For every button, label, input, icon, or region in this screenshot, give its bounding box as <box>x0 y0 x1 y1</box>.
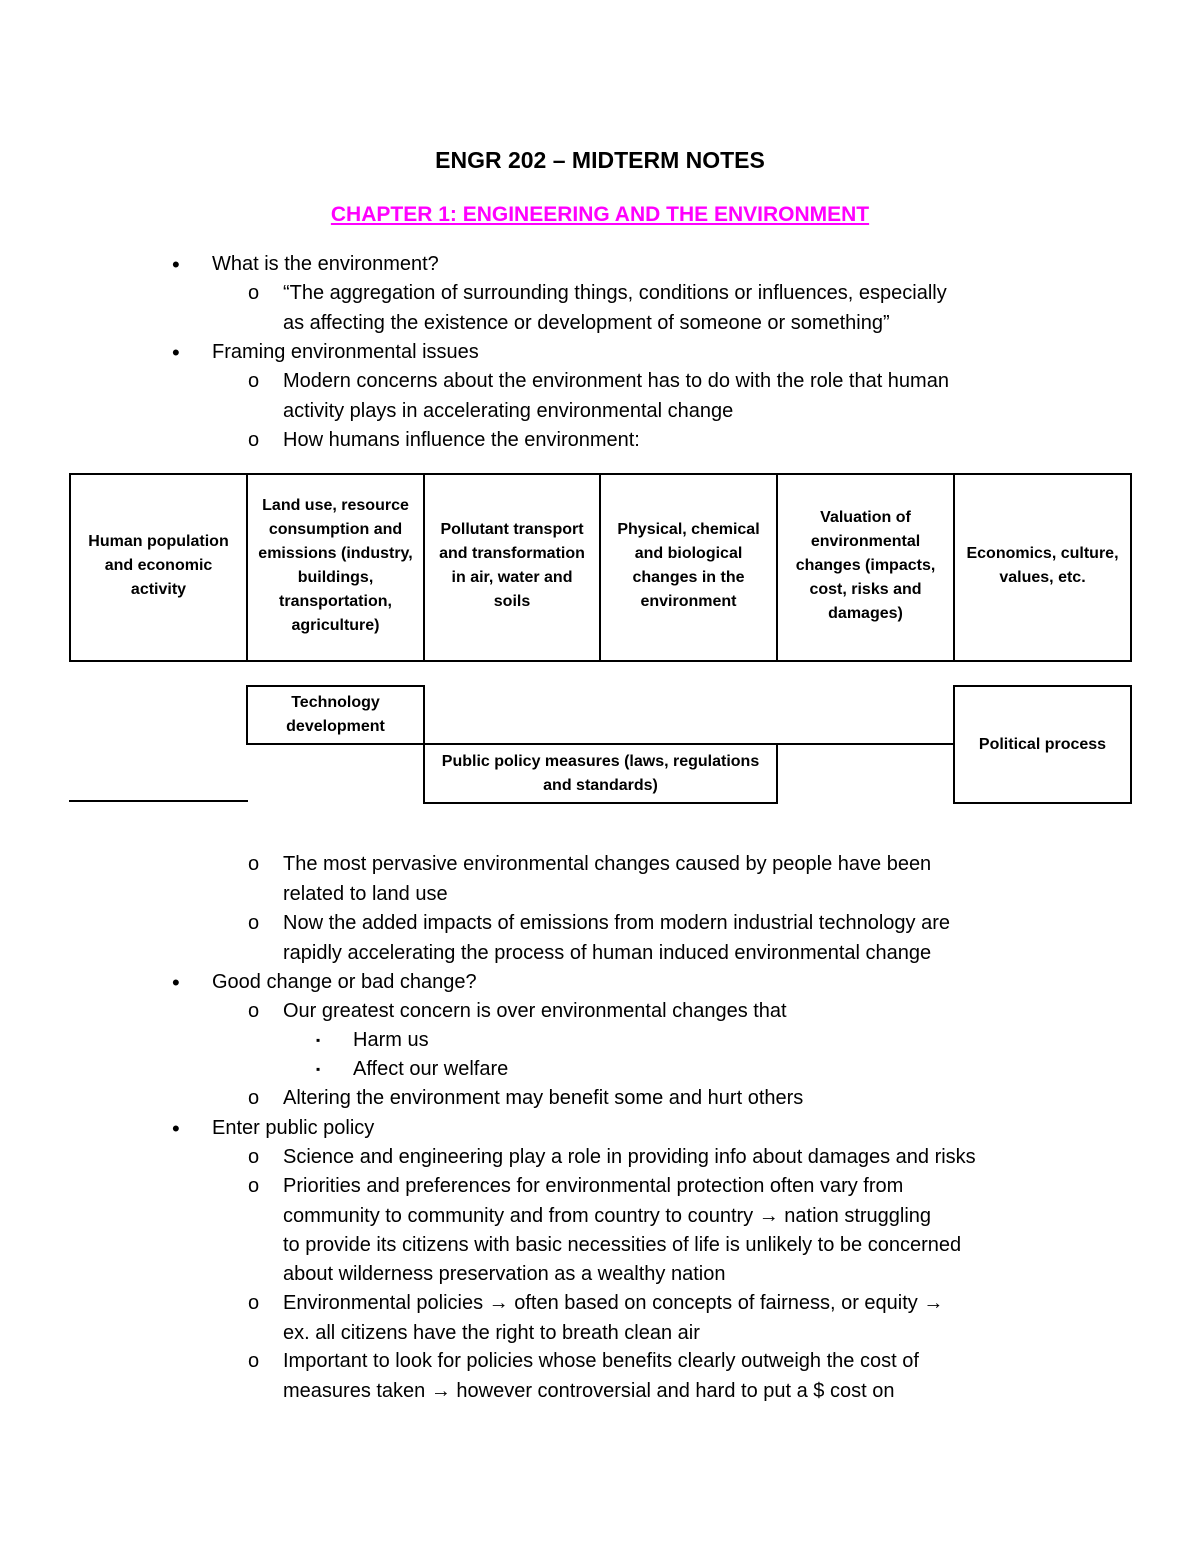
sub-bullet-land-use-line2: related to land use <box>283 883 448 905</box>
circle-marker: o <box>248 1087 260 1109</box>
circle-marker: o <box>248 282 260 304</box>
sub-bullet-how-humans-influence: How humans influence the environment: <box>283 429 640 451</box>
sub-bullet-land-use-line1: The most pervasive environmental changes caused by people have been <box>283 853 932 875</box>
box-public-policy: Public policy measures (laws, regulations and standards) <box>423 743 778 804</box>
cell-land-use: Land use, resource consumption and emissions (industry, buildings, transportation, agriculture) <box>258 497 413 634</box>
square-marker: ▪ <box>316 1033 321 1047</box>
circle-marker: o <box>248 429 260 451</box>
sub-bullet-priorities-line3: to provide its citizens with basic necessities of life is unlikely to be concerned <box>283 1234 962 1256</box>
page-title: ENGR 202 – MIDTERM NOTES <box>435 147 765 173</box>
cell-economics-culture: Economics, culture, values, etc. <box>966 545 1119 586</box>
bullet-framing-issues: Framing environmental issues <box>212 341 479 363</box>
bullet-marker: • <box>172 1116 180 1141</box>
cell-physical-changes: Physical, chemical and biological changes in the environment <box>617 521 760 610</box>
square-marker: ▪ <box>316 1062 321 1076</box>
chapter-title: CHAPTER 1: ENGINEERING AND THE ENVIRONMENT <box>330 203 870 226</box>
sub-bullet-emissions-line1: Now the added impacts of emissions from modern industrial technology are <box>283 912 950 934</box>
circle-marker: o <box>248 1175 260 1197</box>
sub-bullet-definition-line2: as affecting the existence or development of someone or something” <box>283 312 890 334</box>
sub-bullet-environmental-policies-line2: ex. all citizens have the right to breath clean air <box>283 1322 700 1344</box>
circle-marker: o <box>248 1292 260 1314</box>
diagram-divider <box>1130 473 1132 662</box>
sub-bullet-priorities-line2: community to community and from country to country → nation struggling <box>283 1205 932 1227</box>
bullet-what-is-environment: What is the environment? <box>212 253 439 275</box>
sub-bullet-benefit-some: Altering the environment may benefit some and hurt others <box>283 1087 804 1109</box>
sub-bullet-greatest-concern: Our greatest concern is over environmental changes that <box>283 1000 787 1022</box>
circle-marker: o <box>248 1000 260 1022</box>
cell-human-population: Human population and economic activity <box>88 533 229 598</box>
sub-bullet-environmental-policies-line1: Environmental policies → often based on concepts of fairness, or equity → <box>283 1292 944 1314</box>
bullet-enter-public-policy: Enter public policy <box>212 1117 375 1139</box>
bullet-marker: • <box>172 340 180 365</box>
connector-line <box>69 800 248 802</box>
sub-bullet-definition-line1: “The aggregation of surrounding things, conditions or influences, especially <box>283 282 947 304</box>
circle-marker: o <box>248 912 260 934</box>
sub-bullet-modern-concerns-line1: Modern concerns about the environment has to do with the role that human <box>283 370 949 392</box>
sub-bullet-emissions-line2: rapidly accelerating the process of human induced environmental change <box>283 942 932 964</box>
circle-marker: o <box>248 370 260 392</box>
sub-sub-bullet-harm-us: Harm us <box>353 1029 429 1051</box>
cell-pollutant-transport: Pollutant transport and transformation in air, water and soils <box>439 521 585 610</box>
box-technology-development: Technology development <box>246 685 425 745</box>
sub-bullet-modern-concerns-line2: activity plays in accelerating environmental change <box>283 400 734 422</box>
box-political-process: Political process <box>953 685 1132 804</box>
cell-valuation: Valuation of environmental changes (impacts, cost, risks and damages) <box>795 509 936 622</box>
circle-marker: o <box>248 853 260 875</box>
circle-marker: o <box>248 1146 260 1168</box>
bullet-marker: • <box>172 970 180 995</box>
sub-bullet-priorities-line4: about wilderness preservation as a wealthy nation <box>283 1263 726 1285</box>
sub-bullet-benefits-outweigh-line1: Important to look for policies whose benefits clearly outweigh the cost of <box>283 1350 919 1372</box>
sub-sub-bullet-affect-welfare: Affect our welfare <box>353 1058 509 1080</box>
bullet-good-or-bad-change: Good change or bad change? <box>212 971 477 993</box>
sub-bullet-benefits-outweigh-line2: measures taken → however controversial and hard to put a $ cost on <box>283 1380 895 1402</box>
circle-marker: o <box>248 1350 260 1372</box>
influence-diagram <box>69 473 1132 804</box>
bullet-marker: • <box>172 252 180 277</box>
sub-bullet-science-engineering: Science and engineering play a role in providing info about damages and risks <box>283 1146 976 1168</box>
sub-bullet-priorities-line1: Priorities and preferences for environmental protection often vary from <box>283 1175 904 1197</box>
